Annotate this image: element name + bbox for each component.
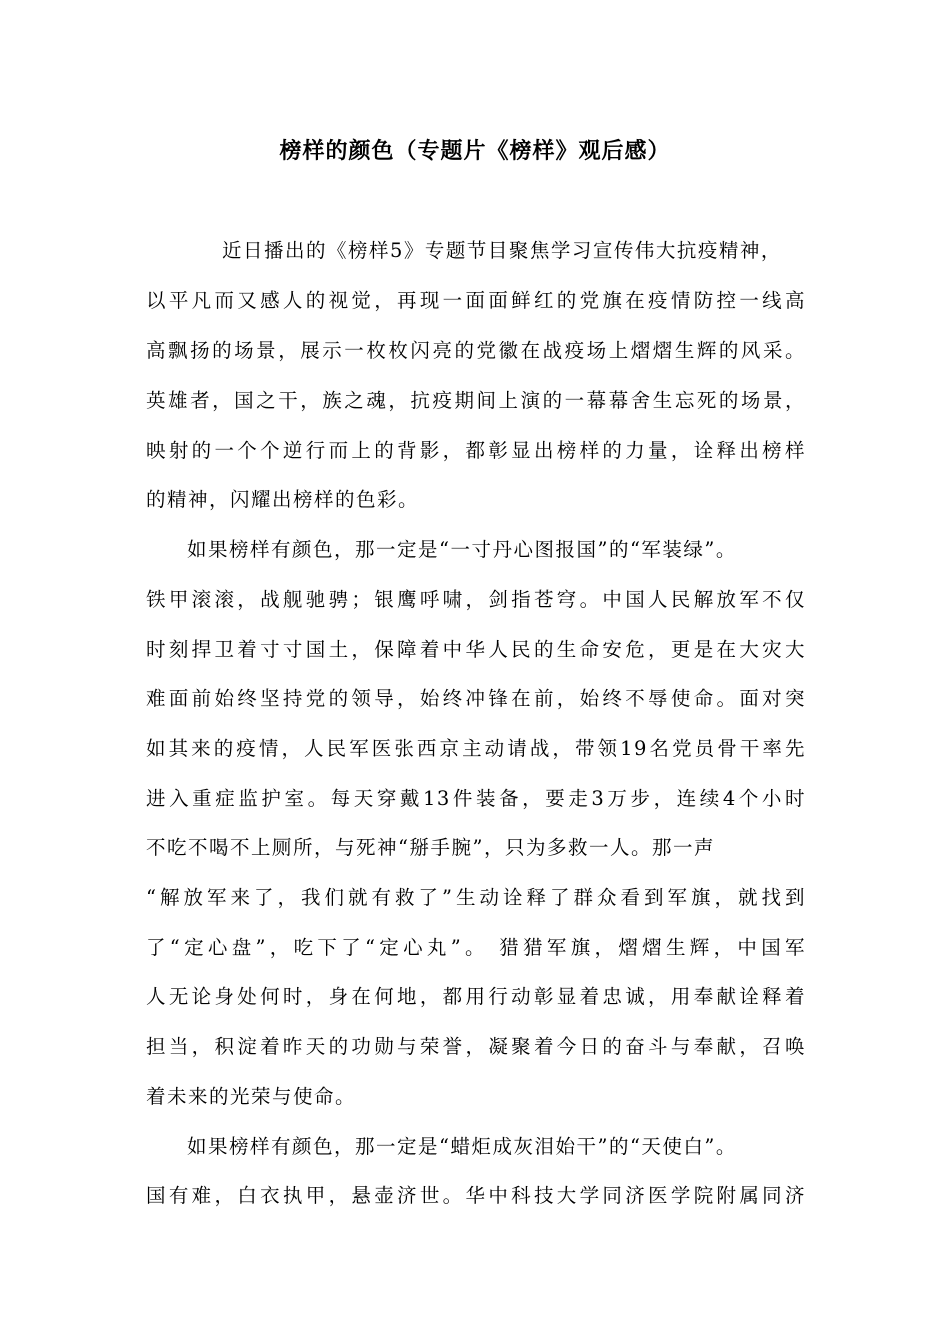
- paragraph-2-line-2: 铁甲滚滚，战舰驰骋；银鹰呼啸，剑指苍穹。中国人民解放军不仅: [146, 588, 806, 611]
- document-title: 榜样的颜色（专题片《榜样》观后感）: [279, 139, 671, 164]
- paragraph-2-line-7: 不吃不喝不上厕所，与死神“掰手腕”，只为多救一人。那一声: [146, 836, 715, 859]
- paragraph-1-line-4: 英雄者，国之干，族之魂，抗疫期间上演的一幕幕舍生忘死的场景，: [146, 389, 806, 412]
- paragraph-2-line-3: 时刻捍卫着寸寸国土，保障着中华人民的生命安危，更是在大灾大: [146, 638, 806, 661]
- paragraph-1-line-2: 以平凡而又感人的视觉，再现一面面鲜红的党旗在疫情防控一线高: [146, 289, 806, 312]
- paragraph-2-line-6: 进入重症监护室。每天穿戴13件装备，要走3万步，连续4个小时: [146, 787, 806, 810]
- paragraph-2-line-5: 如其来的疫情，人民军医张西京主动请战，带领19名党员骨干率先: [146, 737, 806, 760]
- paragraph-2-line-10: 人无论身处何时，身在何地，都用行动彰显着忠诚，用奉献诠释着: [146, 985, 806, 1008]
- paragraph-2-line-4: 难面前始终坚持党的领导，始终冲锋在前，始终不辱使命。面对突: [146, 687, 806, 710]
- paragraph-2-line-8: “解放军来了，我们就有救了”生动诠释了群众看到军旗，就找到: [146, 886, 806, 909]
- paragraph-2-line-1: 如果榜样有颜色，那一定是“一寸丹心图报国”的“军装绿”。: [187, 538, 737, 561]
- paragraph-2-line-9: 了“定心盘”，吃下了“定心丸”。 猎猎军旗，熠熠生辉，中国军: [146, 936, 806, 959]
- paragraph-1-line-5: 映射的一个个逆行而上的背影，都彰显出榜样的力量，诠释出榜样: [146, 439, 806, 462]
- paragraph-1-line-3: 高飘扬的场景，展示一枚枚闪亮的党徽在战疫场上熠熠生辉的风采。: [146, 339, 806, 362]
- paragraph-1-line-6: 的精神，闪耀出榜样的色彩。: [146, 488, 420, 511]
- paragraph-2-line-12: 着未来的光荣与使命。: [146, 1085, 357, 1108]
- paragraph-3-line-1: 如果榜样有颜色，那一定是“蜡炬成灰泪始干”的“天使白”。: [187, 1135, 737, 1158]
- paragraph-3-line-2: 国有难，白衣执甲，悬壶济世。华中科技大学同济医学院附属同济: [146, 1184, 806, 1207]
- paragraph-1-line-1: 近日播出的《榜样5》专题节目聚焦学习宣传伟大抗疫精神，: [222, 239, 782, 262]
- paragraph-2-line-11: 担当，积淀着昨天的功勋与荣誉，凝聚着今日的奋斗与奉献，召唤: [146, 1035, 806, 1058]
